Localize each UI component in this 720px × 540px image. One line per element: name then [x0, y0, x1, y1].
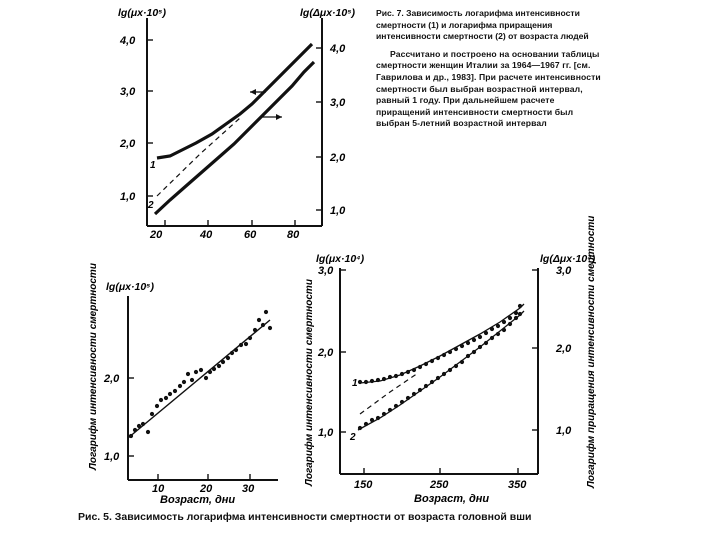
fig5b-curve-label-2: 2: [350, 432, 356, 443]
fig5b-dashed-line: [360, 373, 418, 414]
fig5b-left-tick-2: 1,0: [318, 427, 334, 439]
fig7-left-tick-0: 4,0: [120, 35, 136, 47]
fig5b-data-point: [388, 375, 392, 379]
fig5b-data-point: [430, 359, 434, 363]
fig7-right-tick-1: 3,0: [330, 97, 346, 109]
fig5b-data-point: [496, 332, 500, 336]
fig5b-data-point: [424, 384, 428, 388]
fig7-right-axis-label: lg(Δμx·10⁵): [300, 7, 355, 19]
fig5b-data-point: [364, 422, 368, 426]
fig5b-data-point: [518, 304, 522, 308]
fig7-x-tick-0: 20: [150, 229, 163, 241]
fig5b-data-point: [424, 362, 428, 366]
fig5b-data-point: [382, 377, 386, 381]
fig5b-data-point: [406, 370, 410, 374]
fig5b-data-point: [508, 322, 512, 326]
fig5b-data-point: [400, 400, 404, 404]
fig5b-data-point: [460, 360, 464, 364]
fig5b-data-point: [418, 365, 422, 369]
fig5b-data-point: [502, 328, 506, 332]
fig5a-y-tick-1: 1,0: [104, 451, 120, 463]
fig5b-right-side-label: Логарифм приращения интенсивности смертности: [586, 215, 597, 488]
fig5a-y-tick-0: 2,0: [104, 373, 120, 385]
fig5b-data-point: [514, 311, 518, 315]
fig5b-x-tick-0: 150: [354, 479, 373, 491]
fig5b-data-point: [466, 341, 470, 345]
fig5b-data-point: [442, 372, 446, 376]
fig7-curve-label-2: 2: [148, 200, 154, 211]
fig5b-data-point: [466, 354, 470, 358]
fig5b-data-point: [412, 392, 416, 396]
fig5b-curve-1: [360, 304, 524, 383]
fig7-left-axis-label: lg(μx·10⁵): [118, 7, 166, 19]
fig5b-x-tick-1: 250: [430, 479, 449, 491]
fig5b-x-tick-2: 350: [508, 479, 527, 491]
fig5b-data-point: [358, 426, 362, 430]
fig5b-data-point: [442, 353, 446, 357]
fig5b-data-point: [400, 372, 404, 376]
fig5b-data-point: [370, 418, 374, 422]
fig5b-data-point: [490, 327, 494, 331]
fig5b-data-point: [370, 379, 374, 383]
fig5b-data-point: [478, 335, 482, 339]
fig5b-data-point: [448, 368, 452, 372]
fig5b-data-point: [484, 341, 488, 345]
fig5a-x-tick-0: 10: [152, 483, 165, 495]
fig7-x-tick-3: 80: [287, 229, 300, 241]
fig5b-data-point: [376, 416, 380, 420]
fig7-caption-title: Рис. 7. Зависимость логарифма интенсивности смертности (1) и логарифма приращения интенсивности смертности (2) от возраста людей: [376, 8, 589, 42]
fig7-left-tick-3: 1,0: [120, 191, 136, 203]
fig5a-x-tick-1: 20: [200, 483, 213, 495]
fig5b-data-point: [502, 320, 506, 324]
fig5b-data-point: [484, 331, 488, 335]
fig7-curve-label-1: 1: [150, 160, 156, 171]
fig5b-data-point: [394, 404, 398, 408]
fig7-right-tick-2: 2,0: [330, 152, 346, 164]
fig5b-data-point: [388, 408, 392, 412]
fig5b-data-point: [490, 336, 494, 340]
fig5b-left-side-label: Логарифм интенсивности смертности: [304, 279, 315, 486]
fig5b-data-point: [364, 380, 368, 384]
fig5b-data-point: [460, 344, 464, 348]
fig5a-y-axis-label: Логарифм интенсивности смертности: [88, 263, 99, 470]
fig7-right-tick-0: 4,0: [330, 43, 346, 55]
fig7-caption-body: Рассчитано и построено на основании таблицы смертности женщин Италии за 1964—1967 гг. [см. Гаврилова и др., 1983]. При расчете интенсивности смертности был выбран возрастной интервал, равный 1 году. При дальнейшем расчете приращений интенсивности смертности был выбран 5-летний возрастной интервал: [376, 48, 601, 129]
fig5b-data-point: [358, 380, 362, 384]
fig5b-left-axis-label: lg(μx·10⁴): [316, 253, 365, 265]
fig5b-right-tick-1: 2,0: [556, 343, 572, 355]
fig5b-data-point: [376, 378, 380, 382]
fig5b-data-point: [454, 364, 458, 368]
fig5b-data-point: [472, 338, 476, 342]
fig7-x-tick-1: 40: [200, 229, 213, 241]
fig5a-axis-top-label: lg(μx·10⁵): [106, 281, 154, 293]
fig5b-data-point: [394, 374, 398, 378]
fig5a-x-label: Возраст, дни: [160, 494, 236, 506]
fig5a-x-tick-2: 30: [242, 483, 255, 495]
fig5b-curve-2: [358, 311, 524, 430]
fig5b-data-point: [436, 376, 440, 380]
fig5b-data-point: [412, 368, 416, 372]
fig5-caption: Рис. 5. Зависимость логарифма интенсивности смертности от возраста головной вши: [78, 511, 532, 523]
fig5b-data-point: [518, 312, 522, 316]
fig5b-data-point: [406, 396, 410, 400]
fig5b-data-point: [514, 316, 518, 320]
fig5b-left-tick-1: 2,0: [318, 347, 334, 359]
fig5b-data-point: [382, 412, 386, 416]
fig5b-data-point: [418, 388, 422, 392]
fig7-left-tick-1: 3,0: [120, 86, 136, 98]
fig5b-data-point: [454, 347, 458, 351]
fig5b-data-point: [430, 380, 434, 384]
fig7-left-tick-2: 2,0: [120, 138, 136, 150]
fig7-x-tick-2: 60: [244, 229, 257, 241]
fig5b-data-point: [478, 345, 482, 349]
fig5b-x-label: Возраст, дни: [414, 493, 490, 505]
fig5b-right-axis-label: lg(Δμx·10⁴): [540, 253, 596, 265]
fig5b-right-tick-0: 3,0: [556, 265, 572, 277]
fig5b-right-tick-2: 1,0: [556, 425, 572, 437]
fig5b-curve-label-1: 1: [352, 378, 358, 389]
fig5b-data-point: [448, 350, 452, 354]
fig5b-data-point: [436, 356, 440, 360]
fig5b-left-tick-0: 3,0: [318, 265, 334, 277]
fig5b-data-point: [508, 316, 512, 320]
fig7-right-tick-3: 1,0: [330, 205, 346, 217]
fig5b-data-point: [472, 350, 476, 354]
fig5b-data-point: [496, 324, 500, 328]
